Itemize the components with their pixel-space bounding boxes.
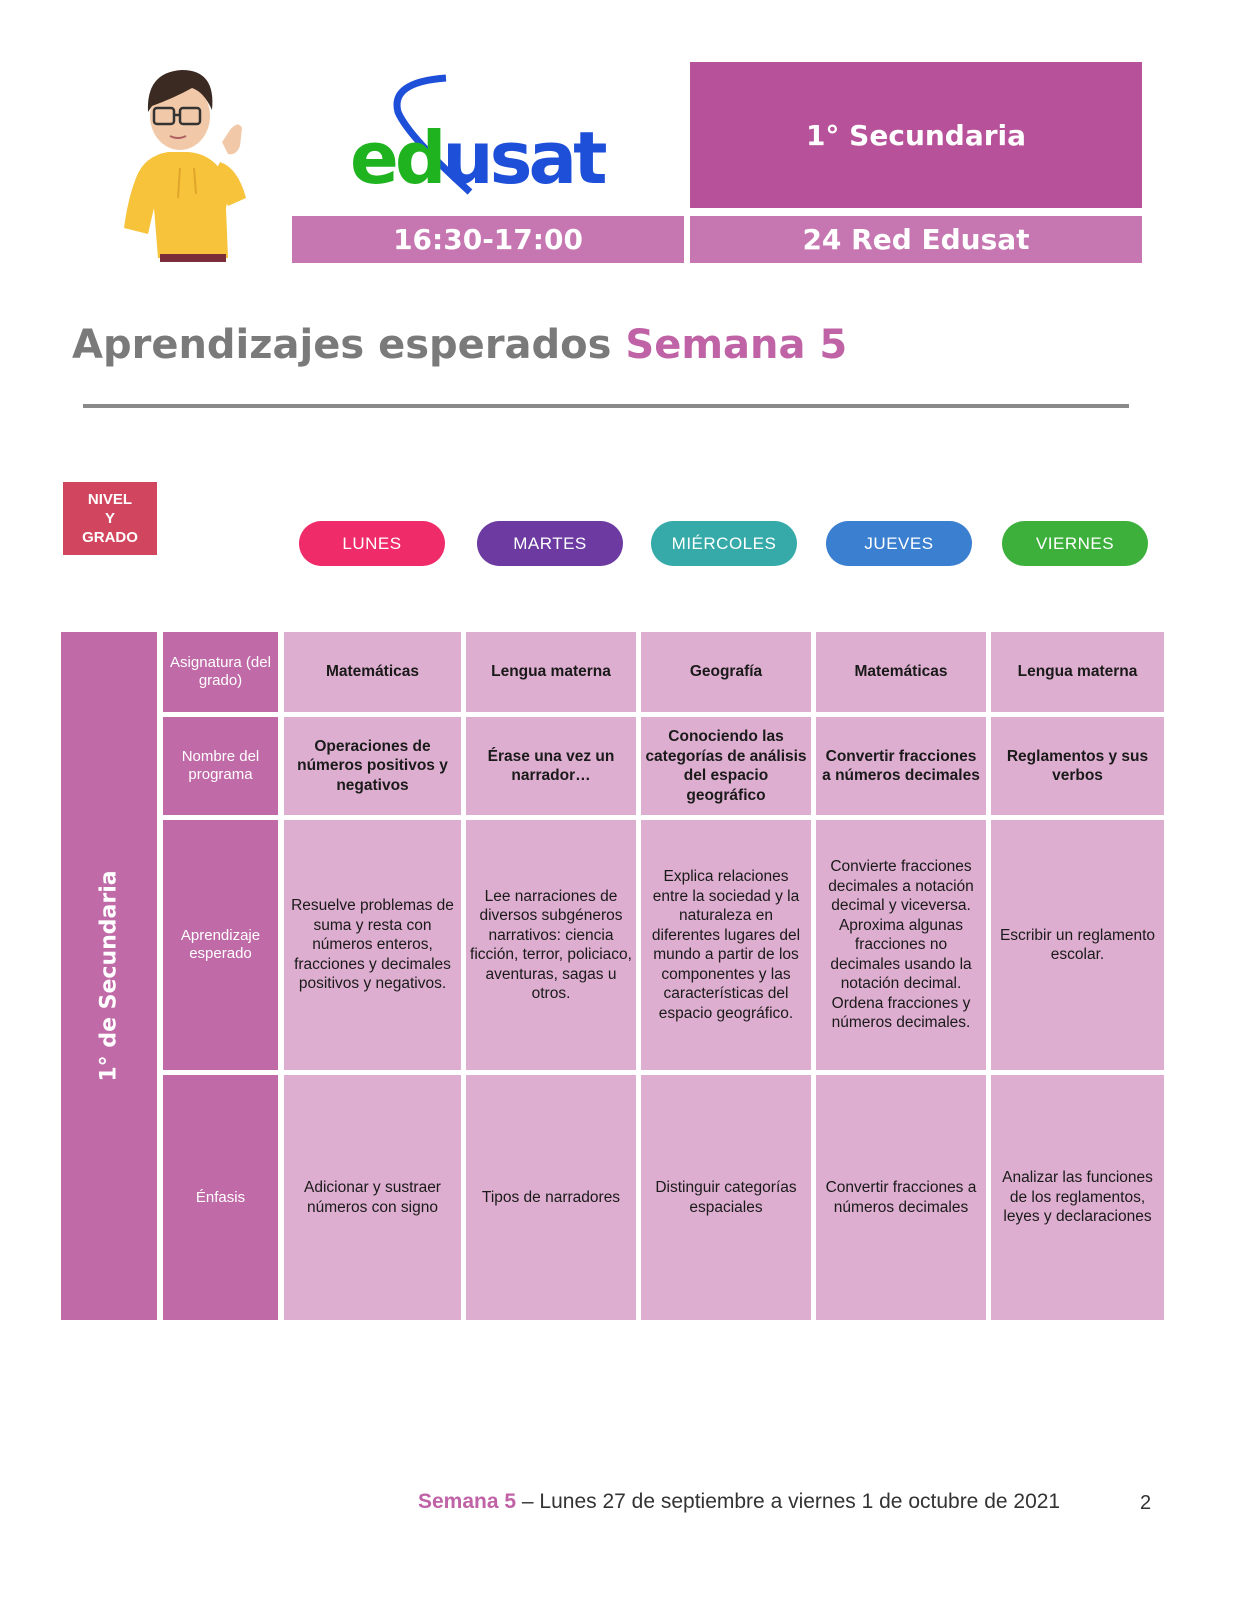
- day-pill-label: JUEVES: [864, 533, 934, 553]
- learning-cell: Resuelve problemas de suma y resta con números enteros, fracciones y decimales positivos y negativos.: [284, 820, 461, 1070]
- footer-dates: – Lunes 27 de septiembre a viernes 1 de octubre de 2021: [516, 1490, 1061, 1513]
- nivel-grado-badge: NIVEL Y GRADO: [63, 482, 157, 555]
- program-cell: Reglamentos y sus verbos: [991, 717, 1164, 815]
- emphasis-cell: Adicionar y sustraer números con signo: [284, 1075, 461, 1320]
- emphasis-cell: Analizar las funciones de los reglamentos, leyes y declaraciones: [991, 1075, 1164, 1320]
- channel-header: [690, 216, 1142, 263]
- footer-week: Semana 5: [418, 1490, 517, 1513]
- page-title-week: Semana 5: [625, 322, 848, 368]
- student-character-image: [108, 58, 258, 264]
- program-cell: Conociendo las categorías de análisis del espacio geográfico: [641, 717, 811, 815]
- learning-cell: Explica relaciones entre la sociedad y la naturaleza en diferentes lugares del mundo a partir de los componentes y las características del espacio geográfico.: [641, 820, 811, 1070]
- time-header: [292, 216, 684, 263]
- day-pill-label: MARTES: [513, 533, 587, 553]
- learning-cell: Escribir un reglamento escolar.: [991, 820, 1164, 1070]
- program-cell: Convertir fracciones a números decimales: [816, 717, 986, 815]
- edusat-logo: [350, 72, 625, 207]
- grade-vertical-label: 1° de Secundaria: [96, 870, 122, 1082]
- program-cell: Operaciones de números positivos y negativos: [284, 717, 461, 815]
- learning-cell: Convierte fracciones decimales a notación decimal y viceversa. Aproxima algunas fracciones no decimales usando la notación decimal. Ordena fracciones y números decimales.: [816, 820, 986, 1070]
- subject-cell: Matemáticas: [284, 632, 461, 712]
- time-header-text: 16:30-17:00: [393, 223, 583, 256]
- subject-cell: Lengua materna: [991, 632, 1164, 712]
- day-pill-label: LUNES: [342, 533, 402, 553]
- day-pill-miercoles: [651, 521, 797, 566]
- program-cell: Érase una vez un narrador…: [466, 717, 636, 815]
- student-illustration: [108, 58, 258, 264]
- row-header-enfasis: Énfasis: [163, 1075, 278, 1320]
- day-pill-lunes: [299, 521, 445, 566]
- page-title: [72, 322, 847, 368]
- subject-cell: Geografía: [641, 632, 811, 712]
- row-header-aprendizaje: Aprendizaje esperado: [163, 820, 278, 1070]
- subject-cell: Lengua materna: [466, 632, 636, 712]
- page-number: 2: [1140, 1492, 1152, 1514]
- page-title-main: Aprendizajes esperados: [72, 322, 612, 368]
- logo-wordmark: edusat: [350, 116, 604, 200]
- day-pill-jueves: [826, 521, 972, 566]
- row-header-programa: Nombre del programa: [163, 717, 278, 815]
- day-pill-martes: [477, 521, 623, 566]
- day-pill-label: MIÉRCOLES: [671, 533, 777, 553]
- grade-header-text: 1° Secundaria: [805, 118, 1027, 152]
- grade-column: [61, 632, 157, 1320]
- emphasis-cell: Tipos de narradores: [466, 1075, 636, 1320]
- emphasis-cell: Distinguir categorías espaciales: [641, 1075, 811, 1320]
- footer-date-range: [418, 1490, 1060, 1514]
- learning-cell: Lee narraciones de diversos subgéneros narrativos: ciencia ficción, terror, policiaco, aventuras, sagas u otros.: [466, 820, 636, 1070]
- emphasis-cell: Convertir fracciones a números decimales: [816, 1075, 986, 1320]
- title-divider: [83, 404, 1129, 408]
- subject-cell: Matemáticas: [816, 632, 986, 712]
- channel-header-text: 24 Red Edusat: [802, 223, 1030, 256]
- grade-header: [690, 62, 1142, 208]
- row-header-asignatura: Asignatura (del grado): [163, 632, 278, 712]
- day-pill-viernes: [1002, 521, 1148, 566]
- day-pill-label: VIERNES: [1035, 533, 1115, 553]
